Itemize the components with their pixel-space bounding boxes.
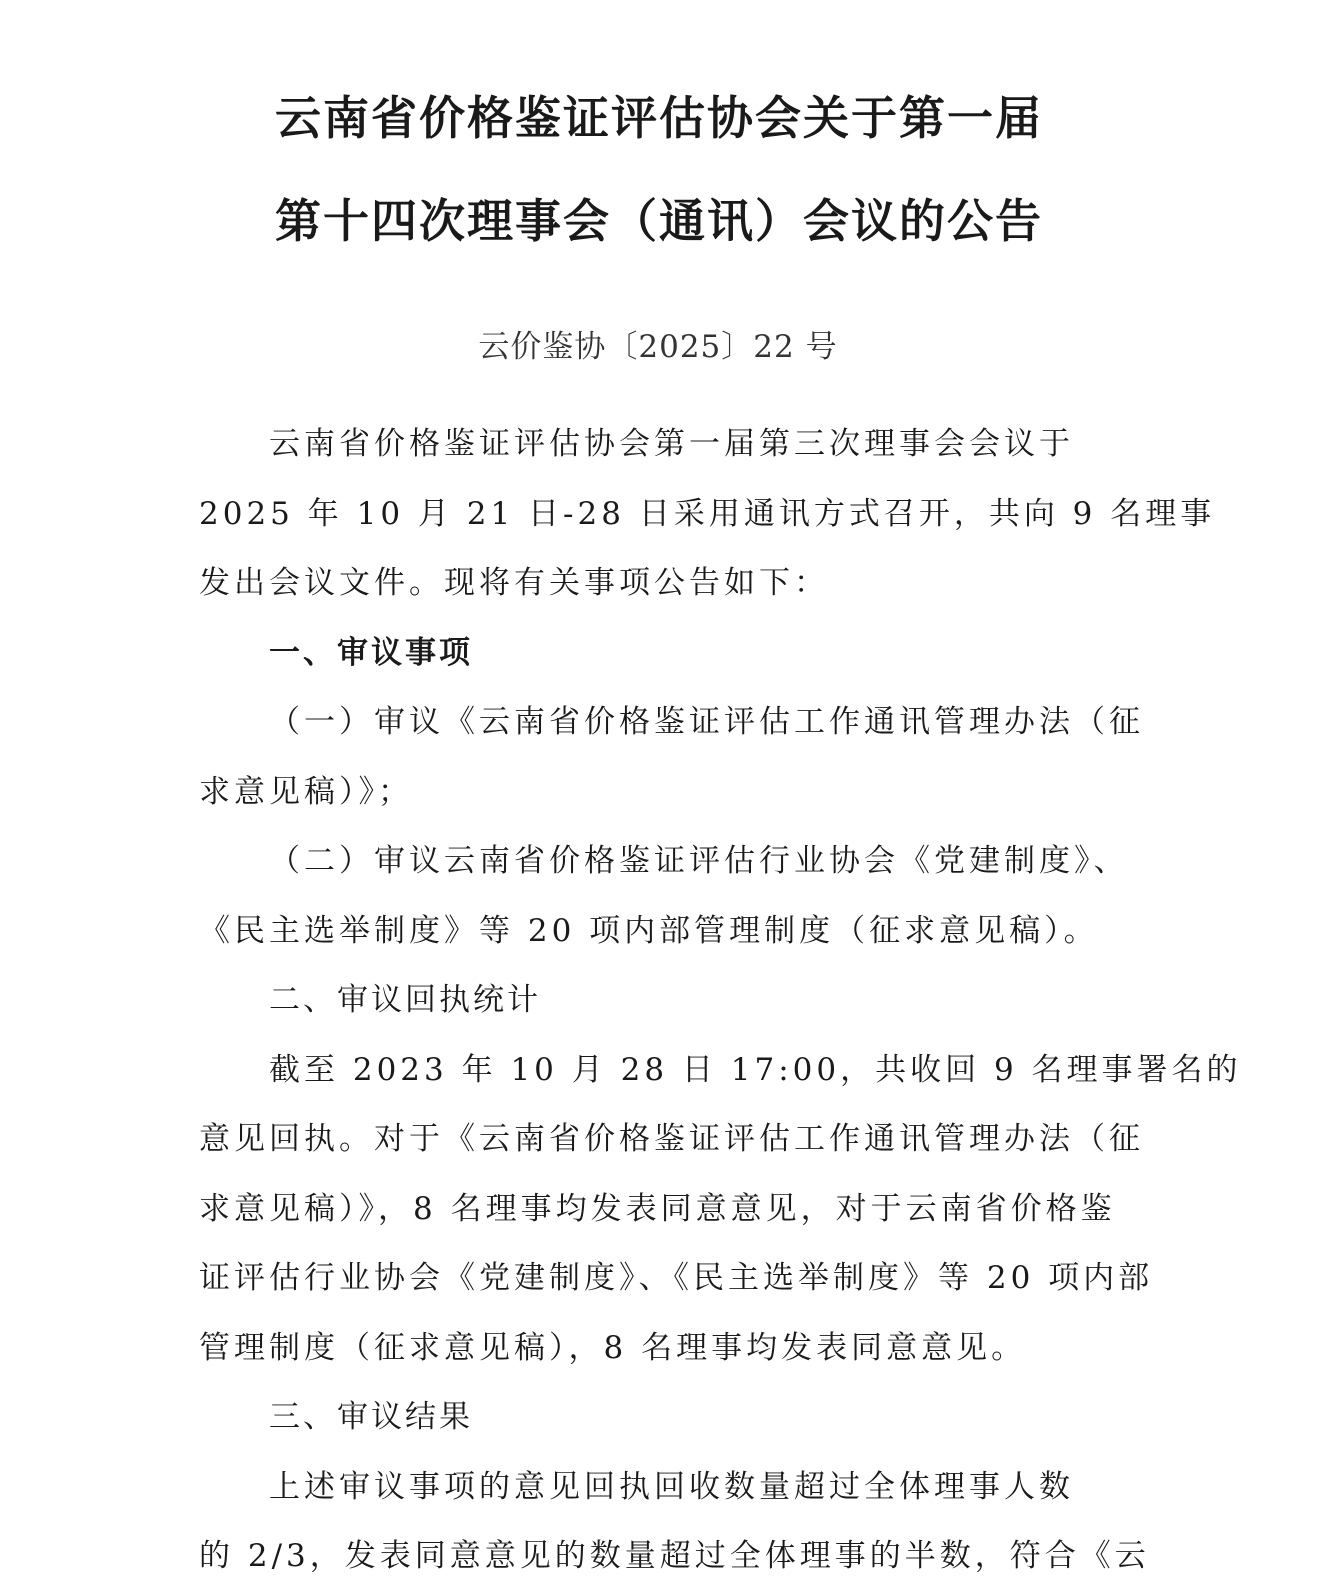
review-item-line: （一）审议《云南省价格鉴证评估工作通讯管理办法（征	[269, 704, 1144, 740]
review-results-paragraph	[199, 1453, 1150, 1592]
statistics-line: 截至 2023 年 10 月 28 日 17:00，共收回 9 名理事署名的	[269, 1051, 1242, 1088]
results-line: 的 2/3，发表同意意见的数量超过全体理事的半数，符合《云	[199, 1538, 1150, 1574]
statistics-line: 求意见稿）》，8 名理事均发表同意意见，对于云南省价格鉴	[199, 1190, 1116, 1227]
review-item-line: 求意见稿）》；	[199, 773, 413, 810]
section-heading-receipt-statistics: 二、审议回执统计	[269, 982, 541, 1018]
review-item-2	[199, 827, 1129, 966]
review-item-1	[199, 688, 1144, 827]
document-number: 云价鉴协〔2025〕22 号	[478, 329, 838, 365]
receipt-statistics-paragraph	[199, 1036, 1242, 1384]
intro-line: 2025 年 10 月 21 日-28 日采用通讯方式召开，共向 9 名理事	[199, 495, 1216, 532]
results-line: 上述审议事项的意见回执回收数量超过全体理事人数	[269, 1468, 1074, 1505]
intro-line: 发出会议文件。现将有关事项公告如下：	[199, 565, 829, 601]
document-body	[199, 410, 1242, 1592]
intro-line: 云南省价格鉴证评估协会第一届第三次理事会会议于	[269, 426, 1074, 462]
intro-paragraph	[199, 410, 1216, 619]
statistics-line: 证评估行业协会《党建制度》、《民主选举制度》等 20 项内部	[199, 1260, 1154, 1296]
review-item-line: 《民主选举制度》等 20 项内部管理制度（征求意见稿）。	[199, 912, 1099, 949]
statistics-line: 意见回执。对于《云南省价格鉴证评估工作通讯管理办法（征	[199, 1121, 1144, 1157]
title-line-1: 云南省价格鉴证评估协会关于第一届	[275, 91, 1043, 145]
title-line-2: 第十四次理事会（通讯）会议的公告	[275, 194, 1043, 248]
review-item-line: （二）审议云南省价格鉴证评估行业协会《党建制度》、	[269, 843, 1129, 879]
statistics-line: 管理制度（征求意见稿），8 名理事均发表同意意见。	[199, 1329, 1027, 1366]
section-heading-review-items: 一、审议事项	[269, 634, 473, 671]
section-heading-review-results: 三、审议结果	[269, 1399, 473, 1435]
